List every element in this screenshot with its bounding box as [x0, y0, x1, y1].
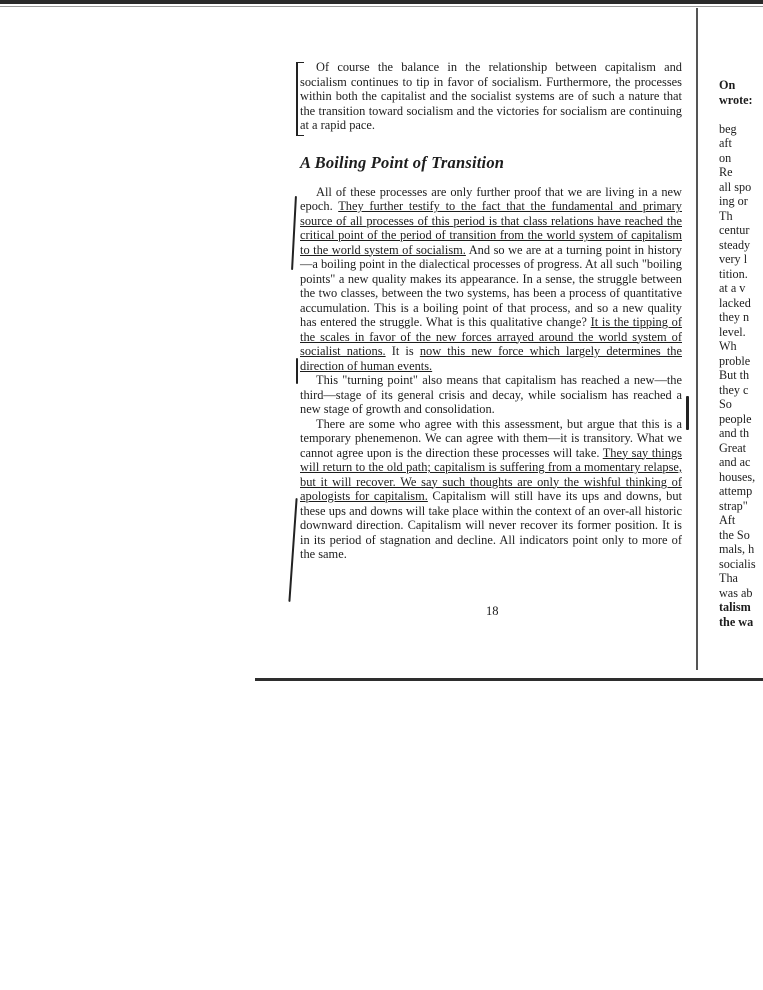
adjacent-page-fragment: talism: [719, 600, 751, 614]
adjacent-page-fragment: But th: [719, 368, 750, 382]
adjacent-page-fragment: On: [719, 78, 736, 92]
intro-paragraph: Of course the balance in the relationship between capitalism and socialism continues to tip in favor of socialism. Furthermore, the processes within both the capitalist and the socialist systems are of such a nature that the transition toward socialism and the victories for socialism are continuing at a rapid pace.: [300, 60, 682, 132]
margin-mark-right: [686, 396, 689, 430]
paragraph-turning-point: This "turning point" also means that capitalism has reached a new—the third—stage of its general crisis and decay, while socialism has reached a new stage of growth and consolidation.: [300, 373, 682, 416]
adjacent-page-fragment: on: [719, 150, 732, 165]
p3-underlined-b: They say things will return to the old path; capitalism is suffering from a momentary relapse, but it will recover. We say such thoughts are only the wishful thinking of apologists for capitalism.: [300, 445, 682, 503]
adjacent-page-fragment: mals, h: [719, 542, 755, 556]
adjacent-page-fragment: Great: [719, 440, 747, 455]
adjacent-page-fragment: steady: [719, 237, 751, 252]
adjacent-page-fragment: all spo: [719, 179, 752, 194]
adjacent-page-fragment: houses,: [719, 469, 756, 484]
adjacent-page-fragment: and th: [719, 426, 750, 440]
p1-underlined-d: It is the tipping of the scales in favor of the new forces arrayed around the world system of socialist nations.: [300, 315, 682, 358]
adjacent-page-fragment: ing or: [719, 194, 748, 208]
p3-text-c: Capitalism will still have its ups and downs, but these ups and downs will take place within the context of an over-all historic downward direction. Capitalism will never recover its former position. It is in its period of stagnation and decline. All indicators point only to more of the same.: [300, 489, 682, 561]
adjacent-page-fragment: Aft: [719, 513, 736, 527]
adjacent-page-fragment: people: [719, 411, 752, 426]
adjacent-page-fragment: lacked: [719, 295, 751, 310]
adjacent-page-fragment: aft: [719, 136, 732, 150]
adjacent-page-fragment: So: [719, 397, 732, 411]
paragraph-assessment: [300, 417, 682, 562]
adjacent-page-fragments: [719, 78, 763, 629]
scan-edge-top: [0, 0, 763, 4]
adjacent-page-fragment: level.: [719, 324, 746, 339]
adjacent-page-fragment: tition.: [719, 266, 748, 281]
adjacent-page-fragment: Th: [719, 208, 733, 223]
adjacent-page-fragment: very l: [719, 252, 748, 266]
adjacent-page-fragment: socialis: [719, 556, 756, 571]
adjacent-page-fragment: beg: [719, 121, 737, 136]
page-number: 18: [486, 604, 499, 618]
adjacent-page-fragment: they c: [719, 382, 749, 397]
adjacent-page-fragment: Tha: [719, 571, 738, 585]
scan-edge-bottom: [255, 678, 763, 681]
p1-underlined-b: They further testify to the fact that the fundamental and primary source of all processes of this period is that class relations have reached the critical point of the period of transition from the world system of capitalism to the world system of socialism.: [300, 199, 682, 257]
margin-mark-p1: [291, 196, 297, 270]
adjacent-page-fragment: [719, 107, 763, 122]
margin-mark-p3: [288, 498, 297, 602]
p3-text-a: There are some who agree with this assessment, but argue that this is a temporary phenemenon. We can agree with them—it is transitory. What we cannot agree upon is the direction these processes will take.: [300, 416, 682, 460]
p1-text-e: It is: [385, 344, 420, 358]
p1-text-a: All of these processes are only further proof that we are living in a new epoch.: [300, 184, 682, 213]
adjacent-page-fragment: wrote:: [719, 92, 753, 107]
margin-mark-p1-lower: [296, 358, 298, 384]
p1-underlined-f: now this new force which largely determines the direction of human events.: [300, 344, 682, 373]
adjacent-page-fragment: was ab: [719, 585, 753, 600]
p1-text-c: And so we are at a turning point in history—a boiling point in the dialectical processes of progress. At all such "boiling points" a new quality makes its appearance. In a sense, the struggle between the two classes, between the two systems, has been a process of quantitative accumulation. This is a boiling point of that process, and so a new quality has entered the struggle. What is this qualitative change?: [300, 242, 682, 329]
scan-edge-top-line: [0, 6, 763, 7]
adjacent-page-fragment: strap": [719, 498, 748, 513]
adjacent-page-fragment: centur: [719, 223, 750, 237]
paragraph-boiling-point: [300, 185, 682, 374]
adjacent-page-fragment: the wa: [719, 614, 754, 629]
adjacent-page-fragment: the So: [719, 527, 750, 542]
adjacent-page-fragment: attemp: [719, 484, 753, 498]
adjacent-page-fragment: proble: [719, 353, 751, 368]
left-page-text: [300, 60, 682, 562]
adjacent-page-fragment: and ac: [719, 455, 751, 469]
section-heading: A Boiling Point of Transition: [300, 152, 505, 172]
page-fold-line: [696, 8, 698, 670]
adjacent-page-fragment: at a v: [719, 281, 746, 295]
adjacent-page-fragment: Wh: [719, 339, 737, 353]
adjacent-page-fragment: they n: [719, 310, 750, 324]
adjacent-page-fragment: Re: [719, 165, 733, 179]
